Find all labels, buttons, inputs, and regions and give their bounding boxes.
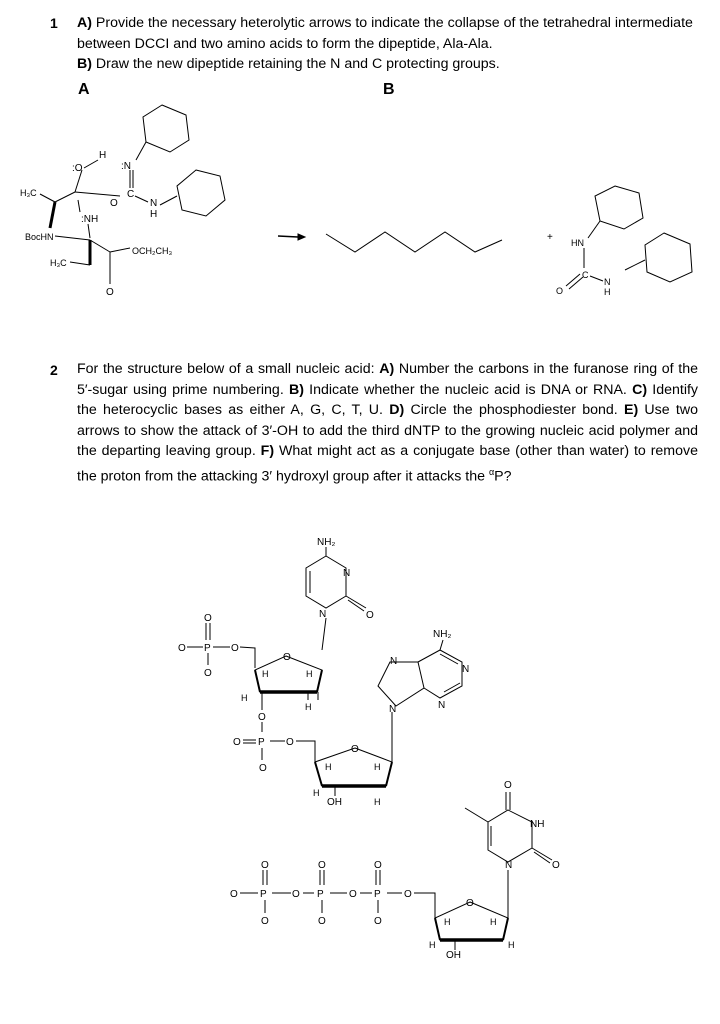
atom-h: H bbox=[325, 762, 332, 772]
atom-p-gamma: P bbox=[260, 889, 267, 900]
atom-o-minus: O bbox=[204, 668, 212, 679]
atom-n-adenine-9: N bbox=[389, 704, 397, 715]
atom-c-b: C bbox=[582, 270, 589, 280]
atom-h-side: H bbox=[150, 209, 158, 220]
atom-h: H bbox=[374, 797, 381, 807]
atom-nh2-adenine: NH₂ bbox=[433, 629, 452, 640]
atom-o-minus: O bbox=[259, 763, 267, 774]
atom-o-b: O bbox=[556, 286, 564, 296]
atom-o-negative: :O bbox=[72, 163, 83, 174]
atom-h: H bbox=[444, 917, 451, 927]
atom-o: O bbox=[292, 889, 300, 900]
label-a: A bbox=[78, 81, 90, 98]
atom-o: O bbox=[231, 643, 239, 654]
atom-n: :N bbox=[121, 161, 131, 172]
atom-o-cytosine: O bbox=[366, 610, 374, 621]
atom-o-minus: O bbox=[261, 916, 269, 927]
question-number: 1 bbox=[50, 15, 58, 31]
plus-sign: + bbox=[547, 232, 553, 243]
atom-h: H bbox=[306, 669, 313, 679]
atom-h: H bbox=[374, 762, 381, 772]
atom-h: H bbox=[508, 940, 515, 950]
atom-o-minus: O bbox=[178, 643, 186, 654]
atom-n-adenine-1: N bbox=[462, 664, 470, 675]
atom-h: H bbox=[313, 788, 320, 798]
atom-o-thymine-2: O bbox=[552, 860, 560, 871]
atom-h: H bbox=[490, 917, 497, 927]
question-text: For the structure below of a small nucleic acid: A) Number the carbons in the furanose ring of the 5′-sugar using prime numbering. B) Indicate whether the nucleic acid is DNA or RNA. C) Identify the heterocyclic bases as either A, G, C, T, U. D) Circle the phosphodiester bond. E) Use two arrows to show the attack of 3′-OH to add the third dNTP to the growing nucleic acid polymer and the departing leaving group. F) What might act as a conjugate base (other than water) to remove the proton from the attacking 3′ hydroxyl group after it attacks the $^\alpha$P? bbox=[77, 361, 699, 485]
atom-o: O bbox=[349, 889, 357, 900]
atom-o-minus: O bbox=[374, 916, 382, 927]
atom-nh: :NH bbox=[81, 214, 99, 225]
atom-n-cytosine-3: N bbox=[343, 568, 351, 579]
atom-o-thymine-4: O bbox=[504, 780, 512, 791]
atom-o: O bbox=[261, 860, 269, 871]
atom-o-minus: O bbox=[230, 889, 238, 900]
atom-o: O bbox=[286, 737, 294, 748]
atom-o: O bbox=[404, 889, 412, 900]
atom-o: O bbox=[374, 860, 382, 871]
atom-hn: HN bbox=[571, 238, 584, 248]
atom-h3c: H₃C bbox=[20, 188, 37, 198]
atom-oh: OH bbox=[327, 797, 342, 808]
atom-h-b: H bbox=[604, 287, 611, 297]
atom-p-alpha: P bbox=[374, 889, 381, 900]
atom-o-ring: O bbox=[351, 744, 359, 755]
q1-part-a: A) Provide the necessary heterolytic arrows to indicate the collapse of the tetrahedral intermediate between DCCI and two amino acids to form the dipeptide, Ala-Ala. bbox=[77, 15, 693, 52]
atom-o-minus: O bbox=[318, 916, 326, 927]
atom-o-linkage: O bbox=[258, 712, 266, 723]
atom-c: C bbox=[127, 189, 135, 200]
atom-bochn: BocHN bbox=[25, 232, 54, 242]
atom-n-adenine-7: N bbox=[390, 656, 398, 667]
atom-p: P bbox=[258, 737, 265, 748]
atom-o: O bbox=[318, 860, 326, 871]
atom-n-thymine-1: N bbox=[505, 860, 513, 871]
atom-n-adenine-3: N bbox=[438, 700, 446, 711]
atom-o-bridge: O bbox=[110, 198, 118, 209]
atom-o-ring: O bbox=[283, 652, 291, 663]
atom-nh-thymine: NH bbox=[530, 819, 545, 830]
atom-p: P bbox=[204, 643, 211, 654]
atom-p-beta: P bbox=[317, 889, 324, 900]
atom-h: H bbox=[99, 150, 107, 161]
atom-n-side: N bbox=[150, 198, 158, 209]
atom-h: H bbox=[305, 702, 312, 712]
atom-o: O bbox=[204, 613, 212, 624]
atom-h: H bbox=[429, 940, 436, 950]
atom-och2ch3: OCH₂CH₃ bbox=[132, 246, 173, 256]
q1-part-b: B) Draw the new dipeptide retaining the N and C protecting groups. bbox=[77, 56, 500, 72]
atom-o: O bbox=[233, 737, 241, 748]
atom-h: H bbox=[241, 693, 248, 703]
question-number: 2 bbox=[50, 362, 58, 378]
atom-oh: OH bbox=[446, 950, 461, 961]
atom-o-carbonyl: O bbox=[106, 287, 114, 298]
atom-n-cytosine-1: N bbox=[319, 609, 327, 620]
atom-o-ring: O bbox=[466, 898, 474, 909]
label-b: B bbox=[383, 81, 395, 98]
atom-n-b: N bbox=[604, 277, 611, 287]
atom-nh2-cytosine: NH₂ bbox=[317, 537, 336, 548]
atom-h3c-lower: H₃C bbox=[50, 258, 67, 268]
atom-h: H bbox=[262, 669, 269, 679]
